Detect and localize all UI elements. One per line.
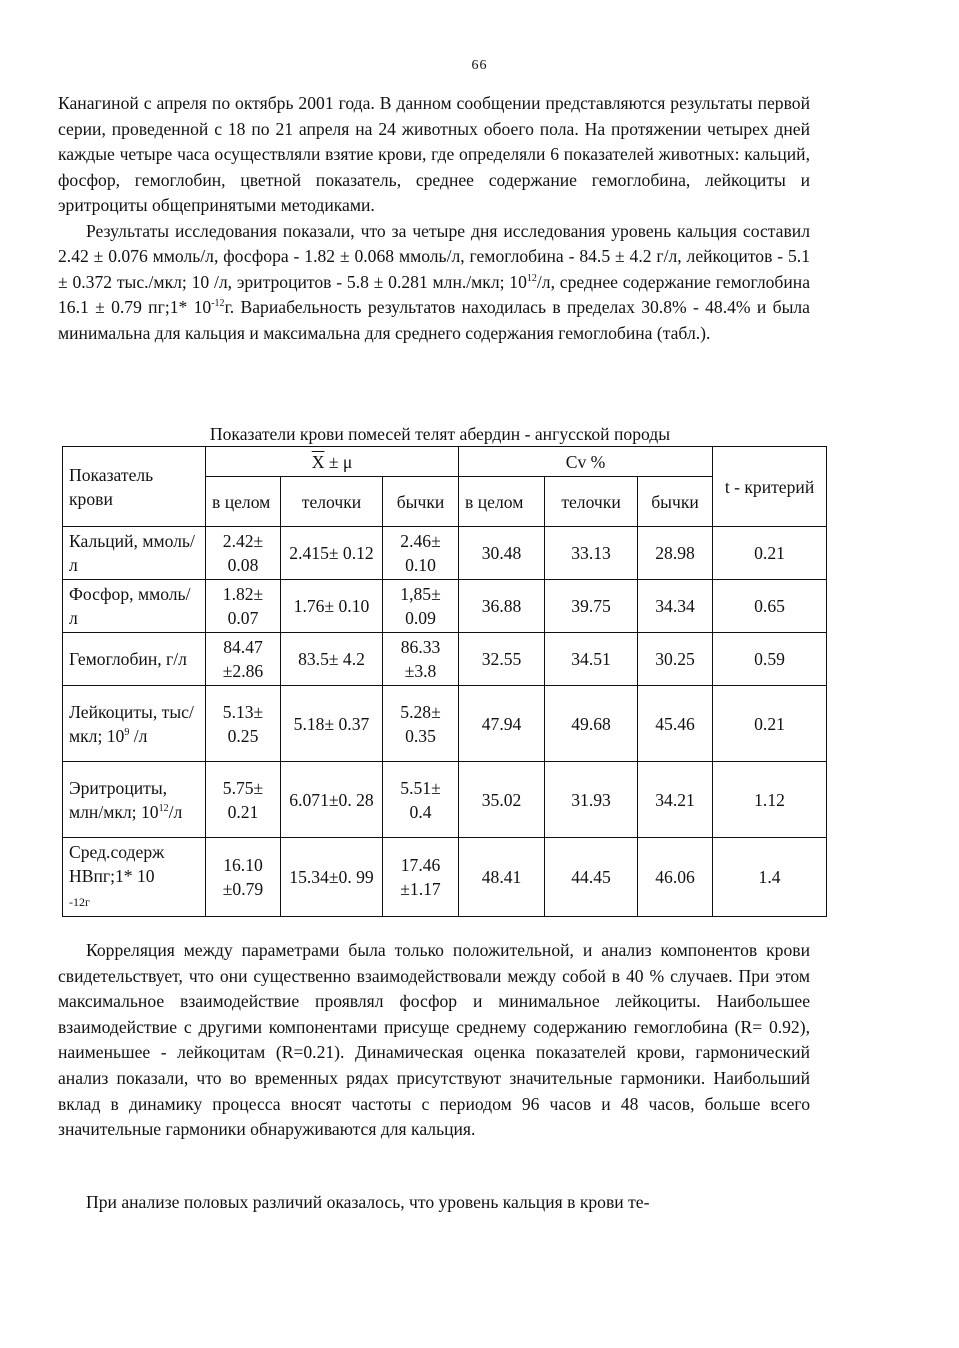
cell-mean-female: 1.76± 0.10 (281, 580, 383, 633)
blood-indicators-table (62, 446, 827, 917)
cell-cv-female: 31.93 (545, 762, 638, 838)
body-text-bottom (58, 938, 810, 1143)
results-text-2: /л, среднее содержание гемоглобина 16.1 ± 0.79 пг;1* 10 (58, 271, 810, 317)
cell-t: 0.21 (713, 527, 827, 580)
row-label-text: Эритроциты, млн/мкл; 10 (69, 777, 168, 822)
row-label-tail: /л (129, 725, 148, 746)
results-sup-1: 12 (526, 272, 537, 284)
cell-t: 0.65 (713, 580, 827, 633)
cell-mean-all: 84.47 ±2.86 (206, 633, 281, 686)
cell-mean-all: 5.75± 0.21 (206, 762, 281, 838)
header-t-criterion: t - критерий (713, 447, 827, 527)
sub-header-mean-male: бычки (383, 477, 459, 527)
cell-cv-female: 34.51 (545, 633, 638, 686)
row-label-sup: 12 (158, 802, 169, 814)
sub-header-cv-all: в целом (459, 477, 545, 527)
cell-mean-male: 17.46 ±1.17 (383, 838, 459, 917)
cell-mean-male: 86.33 ±3.8 (383, 633, 459, 686)
cell-mean-all: 16.10 ±0.79 (206, 838, 281, 917)
cell-cv-female: 33.13 (545, 527, 638, 580)
page-number: 66 (471, 58, 488, 73)
cell-mean-male: 5.51± 0.4 (383, 762, 459, 838)
cell-cv-all: 48.41 (459, 838, 545, 917)
table-row (63, 686, 827, 762)
cell-mean-female: 15.34±0. 99 (281, 838, 383, 917)
cell-cv-female: 49.68 (545, 686, 638, 762)
cell-cv-male: 30.25 (638, 633, 713, 686)
table-caption: Показатели крови помесей телят абердин - ангусской породы (209, 424, 671, 444)
cell-cv-all: 30.48 (459, 527, 545, 580)
row-label: Гемоглобин, г/л (63, 633, 206, 686)
table-header-row-1 (63, 447, 827, 477)
row-label (63, 762, 206, 838)
cell-cv-female: 39.75 (545, 580, 638, 633)
row-label-text: Сред.содерж НВпг;1* 10 (69, 842, 165, 886)
row-label: Кальций, ммоль/л (63, 527, 206, 580)
row-label-sup: 9 (124, 726, 130, 738)
closing-paragraph: При анализе половых различий оказалось, что уровень кальция в крови те- (86, 1192, 650, 1212)
body-text-top (58, 91, 810, 346)
table-row (63, 527, 827, 580)
results-text-3: г. Вариабельность результатов находилась в пределах 30.8% - 48.4% и была минимальна для кальция и максимальна для среднего содержания гемоглобина (табл.). (58, 297, 810, 343)
header-mean-suffix: ± μ (324, 451, 353, 472)
row-label-small: -12г (69, 895, 90, 909)
cell-cv-all: 32.55 (459, 633, 545, 686)
results-text-1: Результаты исследования показали, что за четыре дня исследования уровень кальция составил 2.42 ± 0.076 ммоль/л, фосфора - 1.82 ± 0.068 ммоль/л, гемоглобина - 84.5 ± 4.2 г/л, лейкоцитов - 5.1 ± 0.372 тыс./мкл; 10 /л, эритроцитов - 5.8 ± 0.281 млн./мкл; 10 (58, 220, 810, 292)
cell-cv-male: 28.98 (638, 527, 713, 580)
header-mean-symbol: $\overline{X}$ (311, 451, 325, 472)
cell-cv-male: 46.06 (638, 838, 713, 917)
cell-cv-male: 45.46 (638, 686, 713, 762)
sub-header-mean-all: в целом (206, 477, 281, 527)
header-mean (206, 447, 459, 477)
cell-cv-male: 34.21 (638, 762, 713, 838)
cell-mean-female: 5.18± 0.37 (281, 686, 383, 762)
intro-paragraph: Канагиной с апреля по октябрь 2001 года. В данном сообщении представляются результаты первой серии, проведенной с 18 по 21 апреля на 24 животных обоего пола. На протяжении четырех дней каждые четыре часа осуществляли взятие крови, где определяли 6 показателей животных: кальций, фосфор, гемоглобин, цветной показатель, среднее содержание гемоглобина, лейкоциты и эритроциты общепринятыми методиками. (58, 93, 810, 215)
cell-cv-all: 36.88 (459, 580, 545, 633)
cell-cv-all: 47.94 (459, 686, 545, 762)
cell-mean-all: 2.42± 0.08 (206, 527, 281, 580)
cell-t: 1.12 (713, 762, 827, 838)
cell-t: 0.59 (713, 633, 827, 686)
results-sup-2: -12 (211, 298, 225, 310)
sub-header-cv-male: бычки (638, 477, 713, 527)
discussion-paragraph: Корреляция между параметрами была только положительной, и анализ компонентов крови свидетельствует, что они существенно взаимодействовали между собой в 40 % случаев. При этом максимальное взаимодействие проявлял фосфор и минимальное лейкоциты. Наибольшее взаимодействие с другими компонентами присуще среднему содержанию гемоглобина (R= 0.92), наименьшее - лейкоцитам (R=0.21). Динамическая оценка показателей крови, гармонический анализ показали, что во временных рядах присутствуют значительные гармоники. Наибольший вклад в динамику процесса вносят частоты с периодом 96 часов и 48 часов, больше всего значительные гармоники обнаруживаются для кальция. (58, 940, 810, 1140)
cell-mean-male: 2.46± 0.10 (383, 527, 459, 580)
cell-mean-female: 6.071±0. 28 (281, 762, 383, 838)
table-row (63, 762, 827, 838)
cell-cv-all: 35.02 (459, 762, 545, 838)
table-row (63, 580, 827, 633)
body-text-last (58, 1190, 810, 1216)
sub-header-cv-female: телочки (545, 477, 638, 527)
cell-mean-all: 1.82± 0.07 (206, 580, 281, 633)
cell-t: 1.4 (713, 838, 827, 917)
cell-cv-male: 34.34 (638, 580, 713, 633)
cell-cv-female: 44.45 (545, 838, 638, 917)
cell-mean-male: 1,85± 0.09 (383, 580, 459, 633)
table-row (63, 838, 827, 917)
cell-mean-female: 83.5± 4.2 (281, 633, 383, 686)
sub-header-mean-female: телочки (281, 477, 383, 527)
cell-mean-female: 2.415± 0.12 (281, 527, 383, 580)
cell-mean-all: 5.13± 0.25 (206, 686, 281, 762)
row-label (63, 838, 206, 917)
row-label (63, 686, 206, 762)
row-label: Фосфор, ммоль/л (63, 580, 206, 633)
header-indicator: Показатель крови (63, 447, 206, 527)
results-paragraph (58, 219, 810, 347)
row-label-text: Лейкоциты, тыс/мкл; 10 (69, 701, 194, 746)
table-row (63, 633, 827, 686)
row-label-tail: /л (168, 801, 183, 822)
cell-t: 0.21 (713, 686, 827, 762)
cell-mean-male: 5.28± 0.35 (383, 686, 459, 762)
header-cv: Cv % (459, 447, 713, 477)
